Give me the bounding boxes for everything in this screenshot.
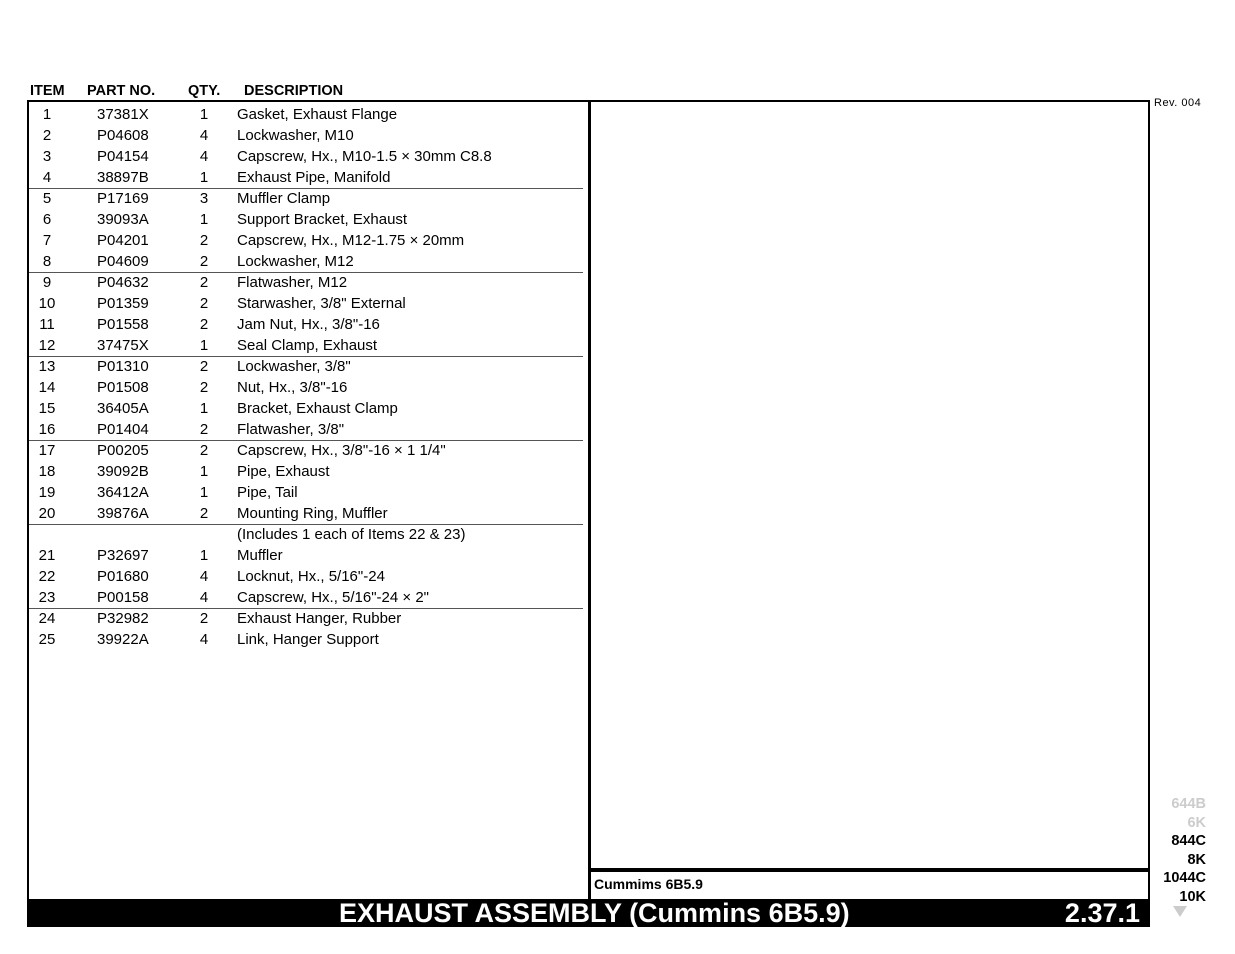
part-number: 37475X	[97, 337, 149, 354]
quantity: 3	[199, 190, 209, 207]
description: Muffler	[237, 547, 283, 564]
header-qty: QTY.	[188, 83, 221, 99]
part-number: P00205	[97, 442, 149, 459]
quantity: 1	[199, 484, 209, 501]
description: (Includes 1 each of Items 22 & 23)	[237, 526, 466, 543]
model-644b: 644B	[1171, 796, 1206, 812]
item-number: 21	[38, 547, 56, 564]
header-description: DESCRIPTION	[244, 83, 344, 99]
item-number: 2	[42, 127, 52, 144]
caption-rule	[591, 868, 1150, 872]
model-6k: 6K	[1187, 814, 1206, 831]
header-item: ITEM	[30, 83, 65, 99]
item-number: 8	[42, 253, 52, 270]
part-number: 38897B	[97, 169, 149, 186]
page-title: EXHAUST ASSEMBLY (Cummins 6B5.9)	[339, 898, 850, 928]
table-row	[29, 251, 583, 272]
part-number: P01404	[97, 421, 149, 438]
item-number: 11	[39, 316, 55, 333]
column-divider	[588, 100, 591, 899]
model-844c: 844C	[1171, 833, 1206, 849]
table-row	[29, 440, 583, 461]
description: Flatwasher, 3/8"	[237, 421, 345, 438]
quantity: 4	[199, 631, 209, 648]
quantity: 2	[199, 505, 209, 522]
section-number: 2.37.1	[1064, 898, 1140, 928]
quantity: 2	[199, 253, 209, 270]
item-number: 6	[42, 211, 52, 228]
item-number: 16	[38, 421, 56, 438]
table-row	[29, 125, 583, 146]
item-number: 12	[38, 337, 56, 354]
part-number: P04201	[97, 232, 149, 249]
part-number: P04608	[97, 127, 149, 144]
description: Nut, Hx., 3/8"-16	[237, 379, 348, 396]
table-row	[29, 335, 583, 356]
table-row	[29, 188, 583, 209]
table-row	[29, 230, 583, 251]
part-number: 39092B	[97, 463, 149, 480]
item-number: 17	[38, 442, 56, 459]
item-number: 14	[38, 379, 56, 396]
part-number: P04154	[97, 148, 149, 165]
description: Pipe, Exhaust	[237, 463, 330, 480]
table-row	[29, 419, 583, 440]
item-number: 13	[38, 358, 56, 375]
description: Capscrew, Hx., M10-1.5 × 30mm C8.8	[237, 148, 492, 165]
item-number: 22	[38, 568, 56, 585]
item-number: 10	[38, 295, 56, 312]
table-row	[29, 461, 583, 482]
table-row	[29, 293, 583, 314]
quantity: 1	[199, 547, 209, 564]
description: Pipe, Tail	[237, 484, 298, 501]
table-row	[29, 545, 583, 566]
quantity: 4	[199, 148, 209, 165]
item-number: 5	[42, 190, 52, 207]
part-number: 39922A	[97, 631, 149, 648]
description: Exhaust Hanger, Rubber	[237, 610, 402, 627]
description: Link, Hanger Support	[237, 631, 379, 648]
quantity: 1	[199, 169, 209, 186]
item-number: 20	[38, 505, 56, 522]
table-row	[29, 104, 583, 125]
description: Capscrew, Hx., M12-1.75 × 20mm	[237, 232, 465, 249]
quantity: 2	[199, 421, 209, 438]
part-number: P04609	[97, 253, 149, 270]
part-number: 39876A	[97, 505, 149, 522]
title-bar	[27, 899, 1150, 927]
part-number: P01359	[97, 295, 149, 312]
header-part-no: PART NO.	[87, 83, 156, 99]
part-number: P32697	[97, 547, 149, 564]
model-10k: 10K	[1179, 888, 1206, 905]
illustration-caption: Cummims 6B5.9	[594, 876, 703, 892]
quantity: 1	[199, 337, 209, 354]
part-number: P32982	[97, 610, 149, 627]
table-row	[29, 398, 583, 419]
table-row	[29, 209, 583, 230]
part-number: P01680	[97, 568, 149, 585]
quantity: 2	[199, 442, 209, 459]
quantity: 2	[199, 274, 209, 291]
table-row	[29, 629, 583, 650]
item-number: 24	[38, 610, 56, 627]
quantity: 4	[199, 589, 209, 606]
item-number: 3	[42, 148, 52, 165]
part-number: 36405A	[97, 400, 149, 417]
table-row	[29, 587, 583, 608]
model-8k: 8K	[1187, 851, 1206, 868]
quantity: 2	[199, 316, 209, 333]
quantity: 1	[199, 211, 209, 228]
table-row	[29, 482, 583, 503]
table-row	[29, 566, 583, 587]
item-number: 25	[38, 631, 56, 648]
description: Lockwasher, M10	[237, 127, 354, 144]
quantity: 2	[199, 358, 209, 375]
part-number: P01508	[97, 379, 149, 396]
model-list	[1163, 795, 1206, 906]
table-row	[29, 524, 583, 545]
description: Bracket, Exhaust Clamp	[237, 400, 398, 417]
description: Capscrew, Hx., 5/16"-24 × 2"	[237, 589, 429, 606]
item-number: 19	[38, 484, 56, 501]
description: Jam Nut, Hx., 3/8"-16	[237, 316, 380, 333]
part-number: 36412A	[97, 484, 149, 501]
item-number: 1	[42, 106, 52, 123]
description: Flatwasher, M12	[237, 274, 348, 291]
table-row	[29, 377, 583, 398]
quantity: 1	[199, 106, 209, 123]
part-number: P01310	[97, 358, 149, 375]
item-number: 18	[38, 463, 56, 480]
item-number: 15	[38, 400, 56, 417]
quantity: 2	[199, 295, 209, 312]
parts-table	[29, 104, 583, 650]
item-number: 9	[42, 274, 52, 291]
table-row	[29, 314, 583, 335]
down-triangle-icon[interactable]	[1173, 906, 1187, 917]
description: Exhaust Pipe, Manifold	[237, 169, 391, 186]
description: Lockwasher, 3/8"	[237, 358, 351, 375]
description: Capscrew, Hx., 3/8"-16 × 1 1/4"	[237, 442, 446, 459]
item-number: 23	[38, 589, 56, 606]
part-number: P00158	[97, 589, 149, 606]
description: Support Bracket, Exhaust	[237, 211, 408, 228]
quantity: 4	[199, 127, 209, 144]
part-number: 39093A	[97, 211, 149, 228]
model-1044c: 1044C	[1163, 870, 1206, 886]
table-row	[29, 146, 583, 167]
description: Locknut, Hx., 5/16"-24	[237, 568, 385, 585]
description: Lockwasher, M12	[237, 253, 354, 270]
item-number: 7	[42, 232, 52, 249]
description: Gasket, Exhaust Flange	[237, 106, 398, 123]
part-number: P04632	[97, 274, 149, 291]
description: Muffler Clamp	[237, 190, 331, 207]
table-row	[29, 356, 583, 377]
description: Starwasher, 3/8" External	[237, 295, 406, 312]
item-number: 4	[42, 169, 52, 186]
description: Mounting Ring, Muffler	[237, 505, 388, 522]
table-row	[29, 608, 583, 629]
revision-label: Rev. 004	[1154, 97, 1202, 109]
quantity: 4	[199, 568, 209, 585]
part-number: 37381X	[97, 106, 149, 123]
quantity: 1	[199, 400, 209, 417]
quantity: 2	[199, 610, 209, 627]
quantity: 2	[199, 232, 209, 249]
description: Seal Clamp, Exhaust	[237, 337, 378, 354]
part-number: P01558	[97, 316, 149, 333]
quantity: 1	[199, 463, 209, 480]
table-row	[29, 167, 583, 188]
part-number: P17169	[97, 190, 149, 207]
table-row	[29, 503, 583, 524]
quantity: 2	[199, 379, 209, 396]
table-row	[29, 272, 583, 293]
